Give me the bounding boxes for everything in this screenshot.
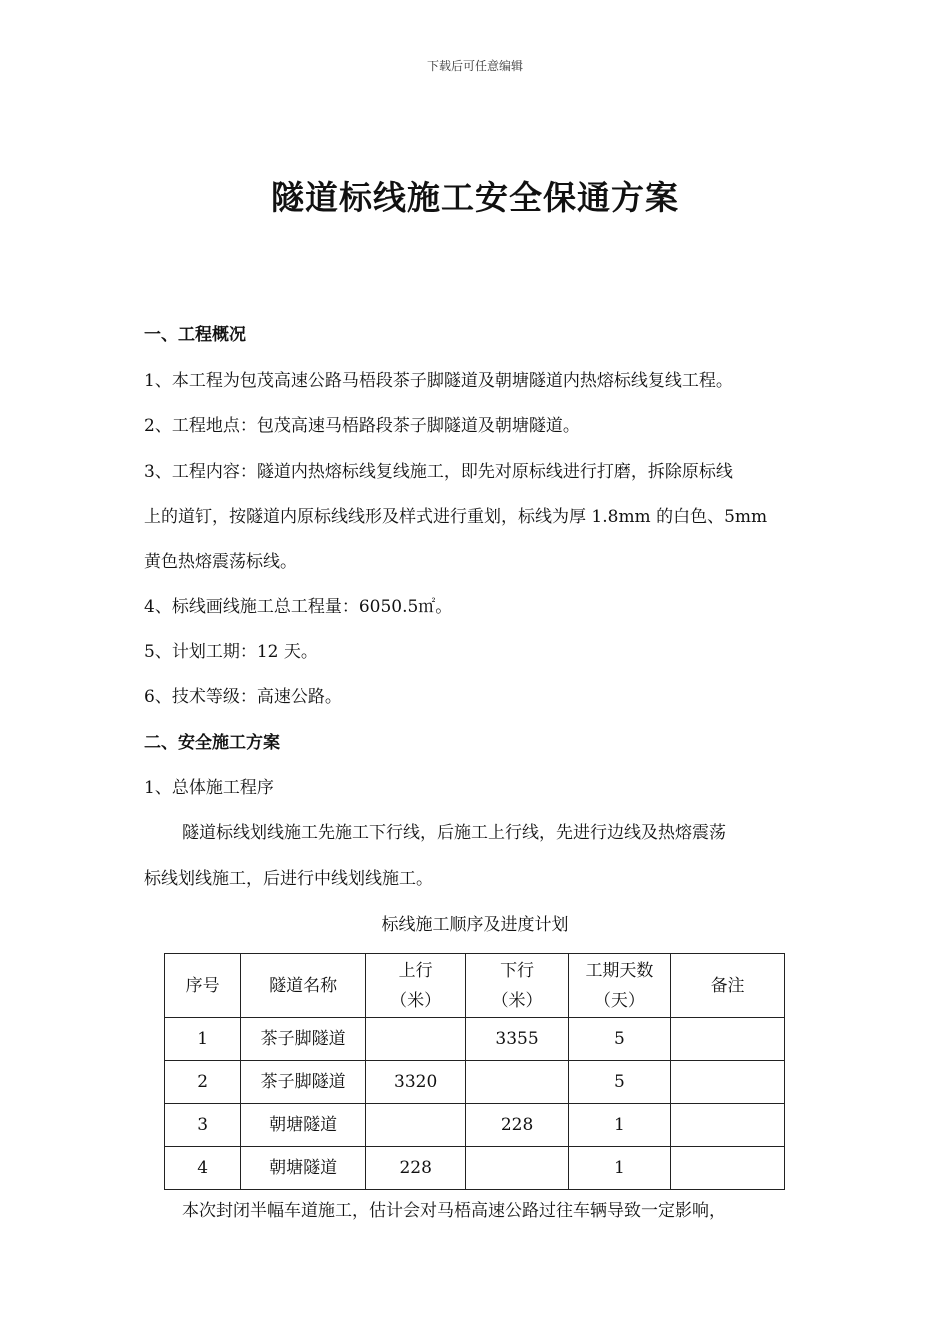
header-up-line xyxy=(365,954,465,1018)
cell-tunnel-name: 茶子脚隧道 xyxy=(241,1061,366,1104)
header-note-col: 备注 xyxy=(671,954,785,1018)
cell-tunnel-name: 茶子脚隧道 xyxy=(241,1018,366,1061)
subsection-heading: 1、总体施工程序 xyxy=(144,778,274,798)
cell-tunnel-name: 朝塘隧道 xyxy=(241,1104,366,1147)
cell-days: 1 xyxy=(568,1104,670,1147)
overview-item: 黄色热熔震荡标线。 xyxy=(144,552,297,572)
cell-seq: 3 xyxy=(165,1104,241,1147)
header-days xyxy=(568,954,670,1018)
header-seq: 序号 xyxy=(165,954,241,1018)
cell-note xyxy=(671,1061,785,1104)
header-up-label: 上行 xyxy=(398,960,433,981)
header-days-unit: （天） xyxy=(593,990,645,1011)
overview-item: 3、工程内容：隧道内热熔标线复线施工，即先对原标线进行打磨，拆除原标线 xyxy=(144,462,733,482)
table-row xyxy=(165,1104,785,1147)
cell-seq: 4 xyxy=(165,1147,241,1190)
cell-down: 3355 xyxy=(466,1018,568,1061)
cell-days: 5 xyxy=(568,1018,670,1061)
overview-item: 1、本工程为包茂高速公路马梧段茶子脚隧道及朝塘隧道内热熔标线复线工程。 xyxy=(144,371,733,391)
cell-tunnel-name: 朝塘隧道 xyxy=(241,1147,366,1190)
overview-item: 5、计划工期：12 天。 xyxy=(144,642,318,662)
cell-note xyxy=(671,1018,785,1061)
header-tunnel-name: 隧道名称 xyxy=(241,954,366,1018)
table-header-row xyxy=(165,954,785,1018)
section-heading-overview: 一、工程概况 xyxy=(144,325,246,345)
header-up-unit: （米） xyxy=(390,990,442,1011)
table-caption: 标线施工顺序及进度计划 xyxy=(381,915,569,935)
cell-down xyxy=(466,1147,568,1190)
cell-note xyxy=(671,1104,785,1147)
cell-days: 5 xyxy=(568,1061,670,1104)
cell-up: 228 xyxy=(365,1147,465,1190)
overview-item: 2、工程地点：包茂高速马梧路段茶子脚隧道及朝塘隧道。 xyxy=(144,416,580,436)
header-down-line xyxy=(466,954,568,1018)
cell-down: 228 xyxy=(466,1104,568,1147)
cell-days: 1 xyxy=(568,1147,670,1190)
paragraph-line: 标线划线施工，后进行中线划线施工。 xyxy=(144,869,433,889)
header-down-unit: （米） xyxy=(491,990,543,1011)
table-row xyxy=(165,1061,785,1104)
schedule-table xyxy=(164,953,785,1190)
header-note: 下载后可任意编辑 xyxy=(426,59,523,73)
document-title: 隧道标线施工安全保通方案 xyxy=(271,178,679,217)
overview-item: 上的道钉，按隧道内原标线线形及样式进行重划，标线为厚 1.8mm 的白色、5mm xyxy=(144,507,768,527)
paragraph-line: 本次封闭半幅车道施工，估计会对马梧高速公路过往车辆导致一定影响， xyxy=(182,1201,726,1221)
cell-up xyxy=(365,1104,465,1147)
cell-note xyxy=(671,1147,785,1190)
header-down-label: 下行 xyxy=(500,960,535,981)
cell-down xyxy=(466,1061,568,1104)
table-row xyxy=(165,1147,785,1190)
overview-item: 4、标线画线施工总工程量：6050.5㎡。 xyxy=(144,597,453,617)
section-heading-safety-plan: 二、安全施工方案 xyxy=(144,733,280,753)
cell-seq: 1 xyxy=(165,1018,241,1061)
overview-item: 6、技术等级：高速公路。 xyxy=(144,687,342,707)
paragraph-line: 隧道标线划线施工先施工下行线，后施工上行线，先进行边线及热熔震荡 xyxy=(182,823,726,843)
header-days-label: 工期天数 xyxy=(585,960,654,981)
table-row xyxy=(165,1018,785,1061)
cell-up: 3320 xyxy=(365,1061,465,1104)
cell-up xyxy=(365,1018,465,1061)
cell-seq: 2 xyxy=(165,1061,241,1104)
